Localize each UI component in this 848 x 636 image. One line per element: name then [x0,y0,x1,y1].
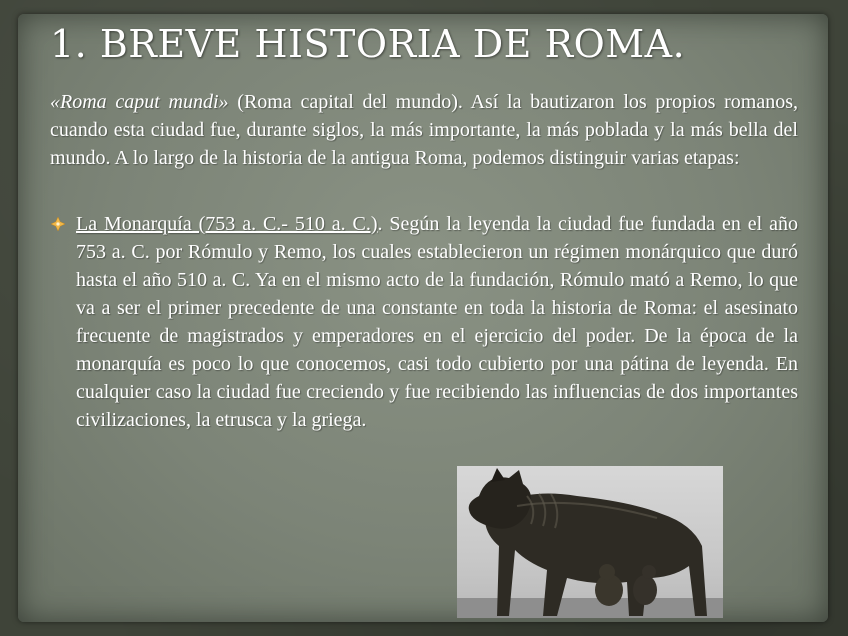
bullet-heading: La Monarquía (753 a. C.- 510 a. C.) [76,213,378,235]
intro-text: (Roma capital del mundo). Así la bautizaron los propios romanos, cuando esta ciudad fue, durante siglos, la más importante, la más poblada y la más bella del mundo. A lo largo de la historia de la antigua Roma, podemos distinguir varias etapas: [50,91,798,169]
bullet-text [76,210,798,434]
intro-quote: «Roma caput mundi» [50,91,229,113]
wolf-illustration [457,466,723,618]
capitoline-wolf-image [457,466,723,618]
bullet-body: . Según la leyenda la ciudad fue fundada en el año 753 a. C. por Rómulo y Remo, los cuales establecieron un régimen monárquico que duró hasta el año 510 a. C. Ya en el mismo acto de la fundación, Rómulo mató a Remo, lo que va a ser el primer precedente de una constante en toda la historia de Roma: el asesinato frecuente de magistrados y emperadores en el ejercicio del poder. De la época de la monarquía es poco lo que conocemos, casi todo cubierto por una pátina de leyenda. En cualquier caso la ciudad fue creciendo y fue recibiendo las influencias de dos importantes civilizaciones, la etrusca y la griega. [76,213,798,431]
diamond-bullet-icon [50,216,66,232]
intro-paragraph [50,88,798,172]
slide-title: 1. BREVE HISTORIA DE ROMA. [50,22,686,66]
bullet-item-monarquia [50,210,798,434]
